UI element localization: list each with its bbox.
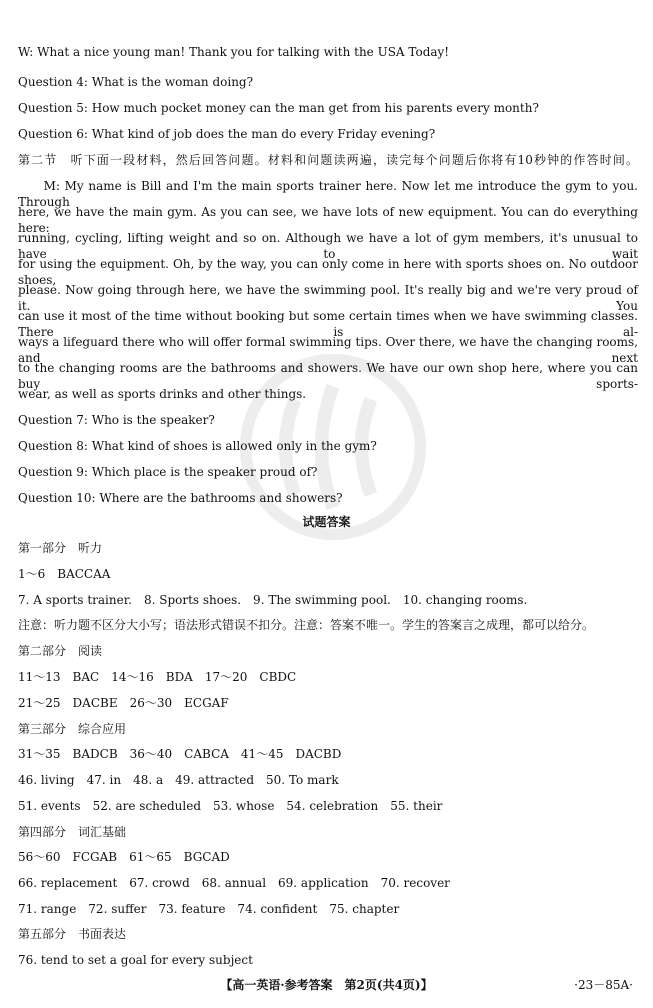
text-line: Question 4: What is the woman doing? — [18, 75, 254, 89]
paragraph-line: ways a lifeguard there who will offer formal swimming tips. Over there, we have the changing rooms, and next — [18, 335, 638, 365]
answer-line: 21～25 DACBE 26～30 ECGAF — [18, 696, 229, 710]
answer-line: 7. A sports trainer. 8. Sports shoes. 9. The swimming pool. 10. changing rooms. — [18, 593, 528, 607]
footer-title: 【高一英语·参考答案 第2页(共4页)】 — [220, 978, 433, 992]
answer-line: 46. living 47. in 48. a 49. attracted 50. To mark — [18, 773, 339, 787]
paragraph-line: M: My name is Bill and I'm the main sports trainer here. Now let me introduce the gym to you. Through — [18, 179, 638, 209]
section-heading: 第四部分 词汇基础 — [18, 825, 127, 839]
text-line: Question 6: What kind of job does the man do every Friday evening? — [18, 127, 436, 141]
text-line: Question 8: What kind of shoes is allowed only in the gym? — [18, 439, 377, 453]
paragraph-line: wear, as well as sports drinks and other things. — [18, 387, 307, 401]
text-line: W: What a nice young man! Thank you for talking with the USA Today! — [18, 45, 450, 59]
answer-line: 66. replacement 67. crowd 68. annual 69. application 70. recover — [18, 876, 450, 890]
page-footer — [0, 976, 653, 994]
paragraph-line: can use it most of the time without booking but some certain times when we have swimming classes. There is al- — [18, 309, 638, 339]
text-line: Question 10: Where are the bathrooms and showers? — [18, 491, 343, 505]
answer-line: 31～35 BADCB 36～40 CABCA 41～45 DACBD — [18, 747, 342, 761]
paragraph-line: for using the equipment. Oh, by the way, you can only come in here with sports shoes on. No outdoor shoes, — [18, 257, 638, 287]
answer-line: 56～60 FCGAB 61～65 BGCAD — [18, 850, 230, 864]
text-line: Question 5: How much pocket money can the man get from his parents every month? — [18, 101, 539, 115]
paragraph-line: running, cycling, lifting weight and so on. Although we have a lot of gym members, it's unusual to have to wait — [18, 231, 638, 261]
paragraph-line: here, we have the main gym. As you can see, we have lots of new equipment. You can do everything here: — [18, 205, 638, 235]
section-heading: 第二节 听下面一段材料，然后回答问题。材料和问题读两遍，读完每个问题后你将有10秒钟的作答时间。 — [18, 153, 638, 167]
answer-line: 51. events 52. are scheduled 53. whose 54. celebration 55. their — [18, 799, 443, 813]
note-line: 注意：听力题不区分大小写；语法形式错误不扣分。注意：答案不唯一。学生的答案言之成理，都可以给分。 — [18, 618, 595, 632]
footer-code: ·23－85A· — [574, 978, 633, 992]
answer-line: 11～13 BAC 14～16 BDA 17～20 CBDC — [18, 670, 297, 684]
answer-line: 71. range 72. suffer 73. feature 74. confident 75. chapter — [18, 902, 400, 916]
paragraph-line: to the changing rooms are the bathrooms and showers. We have our own shop here, where you can buy sports- — [18, 361, 638, 391]
section-heading: 第二部分 阅读 — [18, 644, 103, 658]
section-heading: 第一部分 听力 — [18, 541, 103, 555]
paragraph-line: please. Now going through here, we have the swimming pool. It's really big and we're very proud of it. You — [18, 283, 638, 313]
text-line: Question 7: Who is the speaker? — [18, 413, 215, 427]
answer-line: 1～6 BACCAA — [18, 567, 111, 581]
section-heading: 第三部分 综合应用 — [18, 722, 127, 736]
section-heading: 第五部分 书面表达 — [18, 927, 127, 941]
text-line: Question 9: Which place is the speaker proud of? — [18, 465, 318, 479]
answer-line: 76. tend to set a goal for every subject — [18, 953, 253, 967]
answers-title: 试题答案 — [302, 515, 351, 529]
